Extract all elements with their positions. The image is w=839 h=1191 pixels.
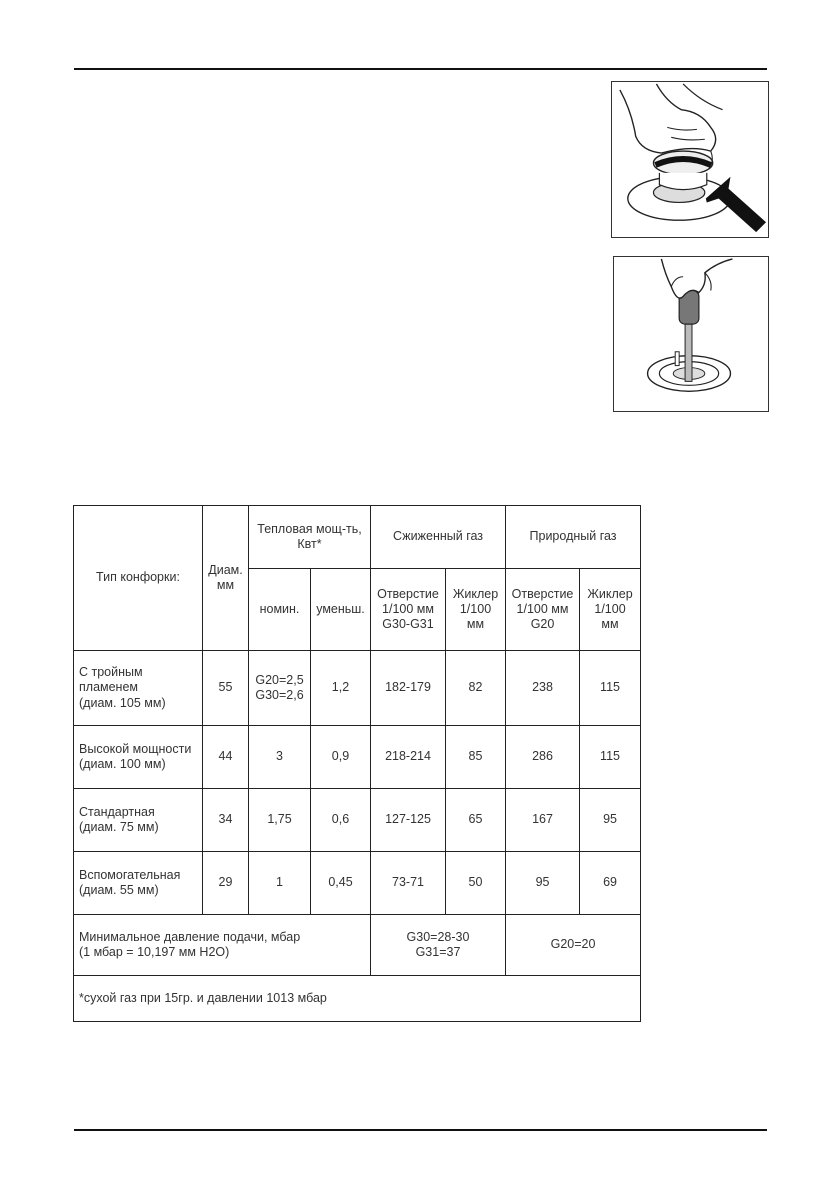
row-nominal: G20=2,5 G30=2,6 xyxy=(249,651,311,726)
row-reduced: 0,6 xyxy=(311,789,371,852)
row-ng-orifice: 95 xyxy=(506,852,580,915)
screwdriver-adjustment-illustration xyxy=(613,256,769,412)
table-row xyxy=(74,852,641,915)
row-ng-orifice: 167 xyxy=(506,789,580,852)
pressure-lpg: G30=28-30 G31=37 xyxy=(371,915,506,976)
row-diameter: 55 xyxy=(203,651,249,726)
header-reduced: уменьш. xyxy=(311,569,371,651)
pressure-row xyxy=(74,915,641,976)
header-natural-gas: Природный газ xyxy=(506,506,641,569)
burner-gas-table xyxy=(73,505,641,1022)
row-ng-orifice: 238 xyxy=(506,651,580,726)
header-lpg-jet: Жиклер 1/100 мм xyxy=(446,569,506,651)
row-reduced: 1,2 xyxy=(311,651,371,726)
row-lpg-jet: 82 xyxy=(446,651,506,726)
pressure-label: Минимальное давление подачи, мбар (1 мбар = 10,197 мм H2O) xyxy=(74,915,371,976)
row-burner-name: Стандартная (диам. 75 мм) xyxy=(74,789,203,852)
header-thermal-power: Тепловая мощ-ть, Квт* xyxy=(249,506,371,569)
footer-rule xyxy=(74,1129,767,1131)
header-ng-jet: Жиклер 1/100 мм xyxy=(580,569,641,651)
row-diameter: 34 xyxy=(203,789,249,852)
burner-cap-removal-illustration xyxy=(611,81,769,238)
pressure-natural: G20=20 xyxy=(506,915,641,976)
table-footnote: *сухой газ при 15гр. и давлении 1013 мбар xyxy=(74,976,641,1022)
row-lpg-orifice: 182-179 xyxy=(371,651,446,726)
row-ng-jet: 69 xyxy=(580,852,641,915)
row-burner-name: Вспомогательная (диам. 55 мм) xyxy=(74,852,203,915)
row-ng-jet: 115 xyxy=(580,651,641,726)
row-nominal: 1 xyxy=(249,852,311,915)
table-row xyxy=(74,726,641,789)
row-lpg-orifice: 73-71 xyxy=(371,852,446,915)
header-burner-type: Тип конфорки: xyxy=(74,506,203,651)
footnote-row xyxy=(74,976,641,1022)
row-lpg-orifice: 127-125 xyxy=(371,789,446,852)
row-nominal: 1,75 xyxy=(249,789,311,852)
row-burner-name: Высокой мощности (диам. 100 мм) xyxy=(74,726,203,789)
row-ng-jet: 115 xyxy=(580,726,641,789)
header-lpg: Сжиженный газ xyxy=(371,506,506,569)
row-diameter: 44 xyxy=(203,726,249,789)
header-nominal: номин. xyxy=(249,569,311,651)
row-lpg-jet: 65 xyxy=(446,789,506,852)
row-burner-name: С тройным пламенем (диам. 105 мм) xyxy=(74,651,203,726)
row-nominal: 3 xyxy=(249,726,311,789)
table-row xyxy=(74,651,641,726)
row-ng-orifice: 286 xyxy=(506,726,580,789)
table-row xyxy=(74,789,641,852)
row-lpg-orifice: 218-214 xyxy=(371,726,446,789)
hand-removing-burner-cap-icon xyxy=(612,82,768,237)
row-reduced: 0,45 xyxy=(311,852,371,915)
row-diameter: 29 xyxy=(203,852,249,915)
row-reduced: 0,9 xyxy=(311,726,371,789)
screwdriver-adjusting-burner-icon xyxy=(614,257,768,411)
row-ng-jet: 95 xyxy=(580,789,641,852)
header-ng-orifice: Отверстие 1/100 мм G20 xyxy=(506,569,580,651)
row-lpg-jet: 50 xyxy=(446,852,506,915)
header-rule xyxy=(74,68,767,70)
header-lpg-orifice: Отверстие 1/100 мм G30-G31 xyxy=(371,569,446,651)
row-lpg-jet: 85 xyxy=(446,726,506,789)
header-diameter: Диам. мм xyxy=(203,506,249,651)
